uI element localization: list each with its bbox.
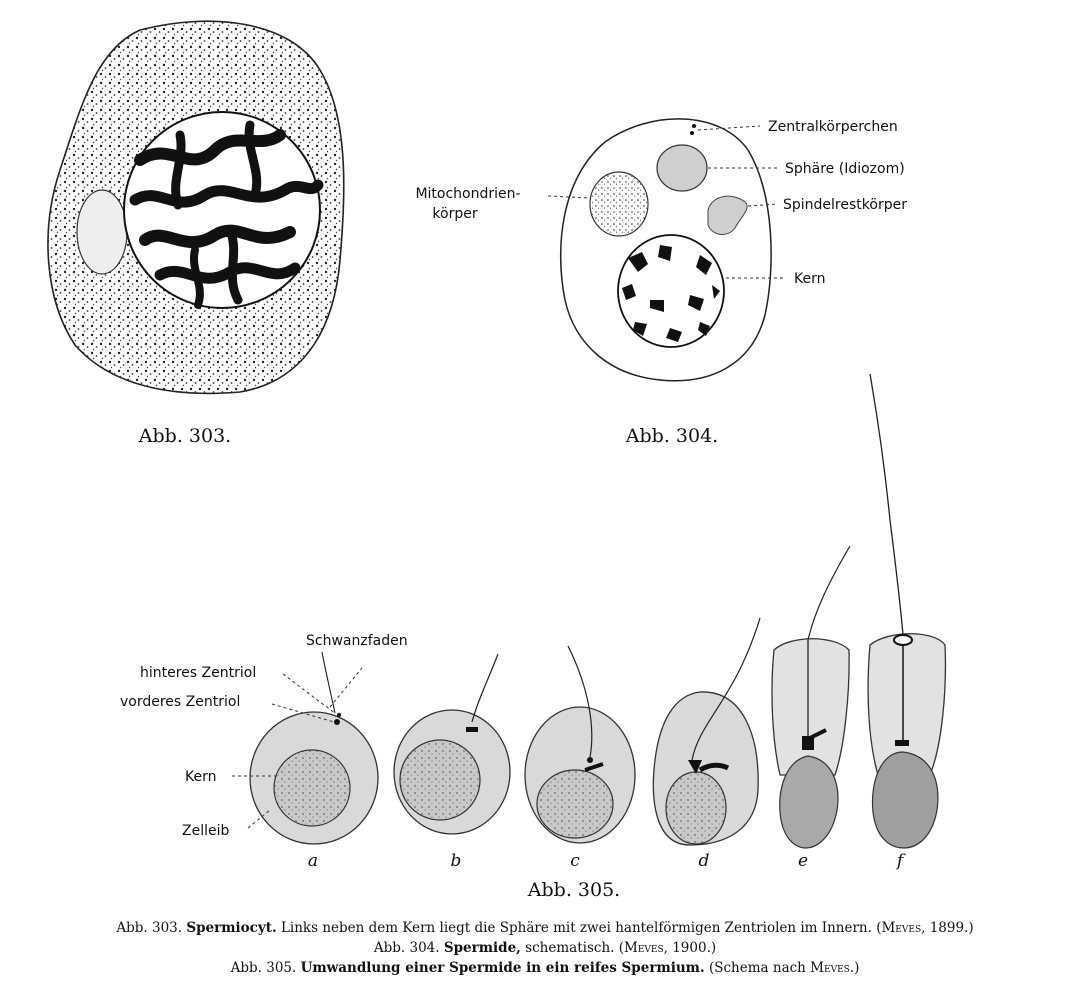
- fig304-spermatid: [548, 119, 785, 381]
- stage-label-f: f: [896, 851, 904, 871]
- fig303-sphere: [77, 190, 127, 274]
- fig304-centriole-2: [690, 131, 694, 135]
- fig305-caption: Abb. 305.: [527, 879, 621, 901]
- stage-c-cell: [525, 646, 635, 843]
- fig304-mitochondrial-body: [590, 172, 648, 236]
- legend-303-prefix: Abb. 303.: [116, 920, 183, 936]
- fig304-label-zentralkoerperchen: Zentralkörperchen: [768, 119, 898, 135]
- legend-line-305: [0, 960, 1090, 976]
- legend-line-303: [0, 920, 1090, 936]
- fig305-label-vorderes: vorderes Zentriol: [120, 694, 241, 710]
- stage-label-e: e: [797, 851, 809, 871]
- fig304-label-kern: Kern: [794, 271, 826, 287]
- legend-305-title: Umwandlung einer Spermide in ein reifes Spermium.: [300, 960, 705, 976]
- legend-304-year: , 1900.): [663, 940, 717, 956]
- legend-304-prefix: Abb. 304.: [373, 940, 440, 956]
- fig305-label-hinteres: hinteres Zentriol: [140, 665, 257, 681]
- fig303-caption: Abb. 303.: [138, 425, 232, 447]
- stage-label-c: c: [570, 851, 580, 871]
- legend-303-title: Spermiocyt.: [186, 920, 277, 936]
- legend-305-author: Meves: [810, 960, 850, 976]
- stage-a-cell: [250, 712, 378, 844]
- stage-f-cell: [868, 374, 945, 848]
- stage-d-cell: [653, 618, 760, 845]
- fig304-label-spindelrest: Spindelrestkörper: [783, 197, 907, 213]
- stage-e-cell: [772, 546, 850, 848]
- stage-label-a: a: [307, 851, 319, 871]
- stage-label-b: b: [450, 851, 462, 871]
- legend-303-year: , 1899.): [921, 920, 974, 936]
- fig304-caption: Abb. 304.: [625, 425, 719, 447]
- fig305-stages: [232, 374, 945, 848]
- fig304-label-sphaere: Sphäre (Idiozom): [785, 161, 905, 177]
- legend-303-text: Links neben dem Kern liegt die Sphäre mit zwei hantelförmigen Zentriolen im Innern. (: [280, 920, 882, 936]
- fig305-label-schwanzfaden: Schwanzfaden: [306, 633, 408, 649]
- legend-304-text: schematisch. (: [525, 940, 624, 956]
- legend-305-text: (Schema nach: [708, 960, 806, 976]
- legend-305-prefix: Abb. 305.: [230, 960, 297, 976]
- fig305-label-zelleib: Zelleib: [182, 823, 230, 839]
- fig304-sphere: [657, 145, 707, 191]
- stage-label-d: d: [698, 851, 710, 871]
- legend-line-304: [0, 940, 1090, 956]
- legend-305-year: .): [849, 960, 860, 976]
- fig304-label-mitochondrien-1: Mitochondrien-: [415, 186, 521, 202]
- fig303-spermiocyte: [48, 21, 344, 393]
- legend-304-title: Spermide,: [443, 940, 521, 956]
- fig305-label-kern: Kern: [185, 769, 217, 785]
- fig304-centriole-1: [692, 124, 696, 128]
- fig304-label-mitochondrien-2: körper: [432, 206, 478, 222]
- legend-303-author: Meves: [881, 920, 922, 936]
- stage-b-cell: [394, 654, 510, 834]
- legend-304-author: Meves: [624, 940, 664, 956]
